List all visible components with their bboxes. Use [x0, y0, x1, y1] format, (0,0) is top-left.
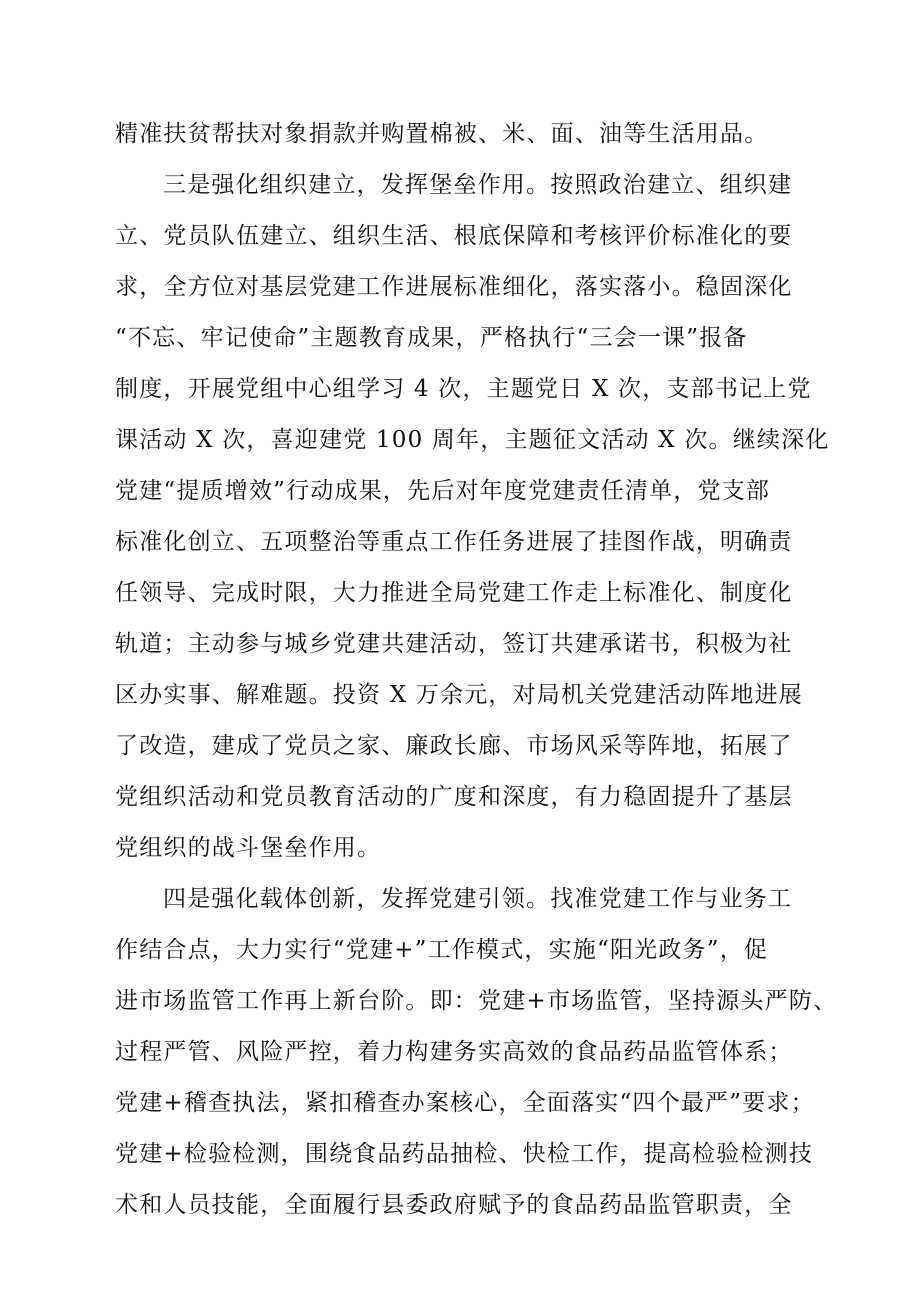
- text-line-15: 党组织的战斗堡垒作用。: [115, 835, 382, 861]
- text-line-20: 党建+稽查执法，紧扣稽查办案核心，全面落实“四个最严”要求；: [115, 1090, 815, 1116]
- text-line-11: 轨道；主动参与城乡党建共建活动，签订共建承诺书，积极为社: [115, 631, 793, 657]
- text-line-12: 区办实事、解难题。投资 X 万余元，对局机关党建活动阵地进展: [115, 682, 803, 708]
- text-line-4: 求，全方位对基层党建工作进展标准细化，落实落小。稳固深化: [115, 274, 793, 300]
- paragraph-3-line-1: 三是强化组织建立，发挥堡垒作用。按照政治建立、组织建: [163, 172, 793, 198]
- text-line-5: “不忘、牢记使命”主题教育成果，严格执行“三会一课”报备: [115, 325, 748, 351]
- text-line-13: 了改造，建成了党员之家、廉政长廊、市场风采等阵地，拓展了: [115, 733, 793, 759]
- text-line-17: 作结合点，大力实行“党建+”工作模式，实施“阳光政务”，促: [115, 937, 769, 963]
- text-line-7: 课活动 X 次，喜迎建党 100 周年，主题征文活动 X 次。继续深化: [115, 427, 830, 453]
- text-line-6: 制度，开展党组中心组学习 4 次，主题党日 X 次，支部书记上党: [115, 376, 812, 402]
- text-line-10: 任领导、完成时限，大力推进全局党建工作走上标准化、制度化: [115, 580, 793, 606]
- text-line-9: 标准化创立、五项整治等重点工作任务进展了挂图作战，明确责: [115, 529, 793, 555]
- text-line-18: 进市场监管工作再上新台阶。即：党建+市场监管，坚持源头严防、: [115, 988, 838, 1014]
- text-line-1: 精准扶贫帮扶对象捐款并购置棉被、米、面、油等生活用品。: [115, 121, 769, 147]
- text-line-3: 立、党员队伍建立、组织生活、根底保障和考核评价标准化的要: [115, 223, 793, 249]
- text-line-22: 术和人员技能，全面履行县委政府赋予的食品药品监管职责，全: [115, 1192, 793, 1218]
- text-line-14: 党组织活动和党员教育活动的广度和深度，有力稳固提升了基层: [115, 784, 793, 810]
- paragraph-4-line-1: 四是强化载体创新，发挥党建引领。找准党建工作与业务工: [163, 886, 793, 912]
- text-line-8: 党建“提质增效”行动成果，先后对年度党建责任清单，党支部: [115, 478, 771, 504]
- text-line-21: 党建+检验检测，围绕食品药品抽检、快检工作，提高检验检测技: [115, 1141, 814, 1167]
- text-line-19: 过程严管、风险严控，着力构建务实高效的食品药品监管体系；: [115, 1039, 793, 1065]
